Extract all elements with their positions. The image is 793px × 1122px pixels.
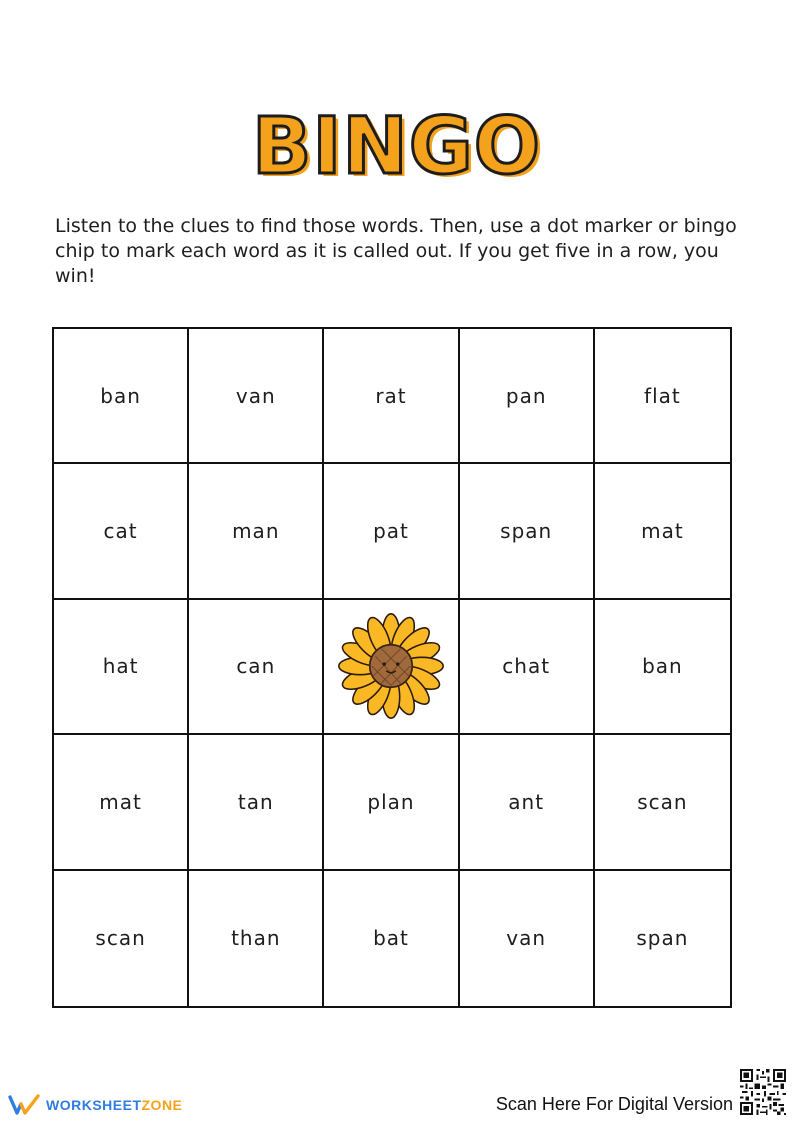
bingo-cell[interactable]: tan: [189, 735, 324, 870]
bingo-cell[interactable]: pan: [460, 329, 595, 464]
logo-text-zone: ZONE: [141, 1097, 183, 1113]
instructions-text: Listen to the clues to find those words. Then, use a dot marker or bingo chip to mark each word as it is called out. If you get five in a row, you win!: [55, 215, 737, 287]
bingo-cell[interactable]: mat: [595, 464, 730, 599]
bingo-cell[interactable]: span: [460, 464, 595, 599]
bingo-cell[interactable]: flat: [595, 329, 730, 464]
bingo-cell[interactable]: bat: [324, 871, 459, 1006]
logo-text: [46, 1097, 182, 1113]
bingo-cell[interactable]: pat: [324, 464, 459, 599]
bingo-board: [52, 327, 732, 1008]
scan-instruction: Scan Here For Digital Version: [495, 1094, 733, 1114]
bingo-cell[interactable]: than: [189, 871, 324, 1006]
bingo-cell[interactable]: ban: [595, 600, 730, 735]
bingo-cell[interactable]: mat: [54, 735, 189, 870]
bingo-cell[interactable]: scan: [595, 735, 730, 870]
bingo-cell[interactable]: scan: [54, 871, 189, 1006]
logo-mark-icon: [8, 1094, 40, 1116]
bingo-cell[interactable]: ban: [54, 329, 189, 464]
bingo-cell[interactable]: cat: [54, 464, 189, 599]
worksheet-zone-logo[interactable]: [8, 1092, 182, 1118]
bingo-cell[interactable]: plan: [324, 735, 459, 870]
bingo-cell[interactable]: can: [189, 600, 324, 735]
bingo-cell[interactable]: ant: [460, 735, 595, 870]
bingo-cell[interactable]: rat: [324, 329, 459, 464]
bingo-cell[interactable]: man: [189, 464, 324, 599]
bingo-cell[interactable]: hat: [54, 600, 189, 735]
logo-text-worksheet: WORKSHEET: [46, 1097, 142, 1113]
free-space-cell[interactable]: [324, 600, 459, 735]
bingo-cell[interactable]: chat: [460, 600, 595, 735]
bingo-cell[interactable]: van: [460, 871, 595, 1006]
sunflower-icon: [333, 608, 449, 724]
bingo-cell[interactable]: van: [189, 329, 324, 464]
page-title: BINGO: [251, 102, 542, 192]
bingo-cell[interactable]: span: [636, 926, 689, 951]
qr-code-icon[interactable]: [740, 1069, 786, 1115]
